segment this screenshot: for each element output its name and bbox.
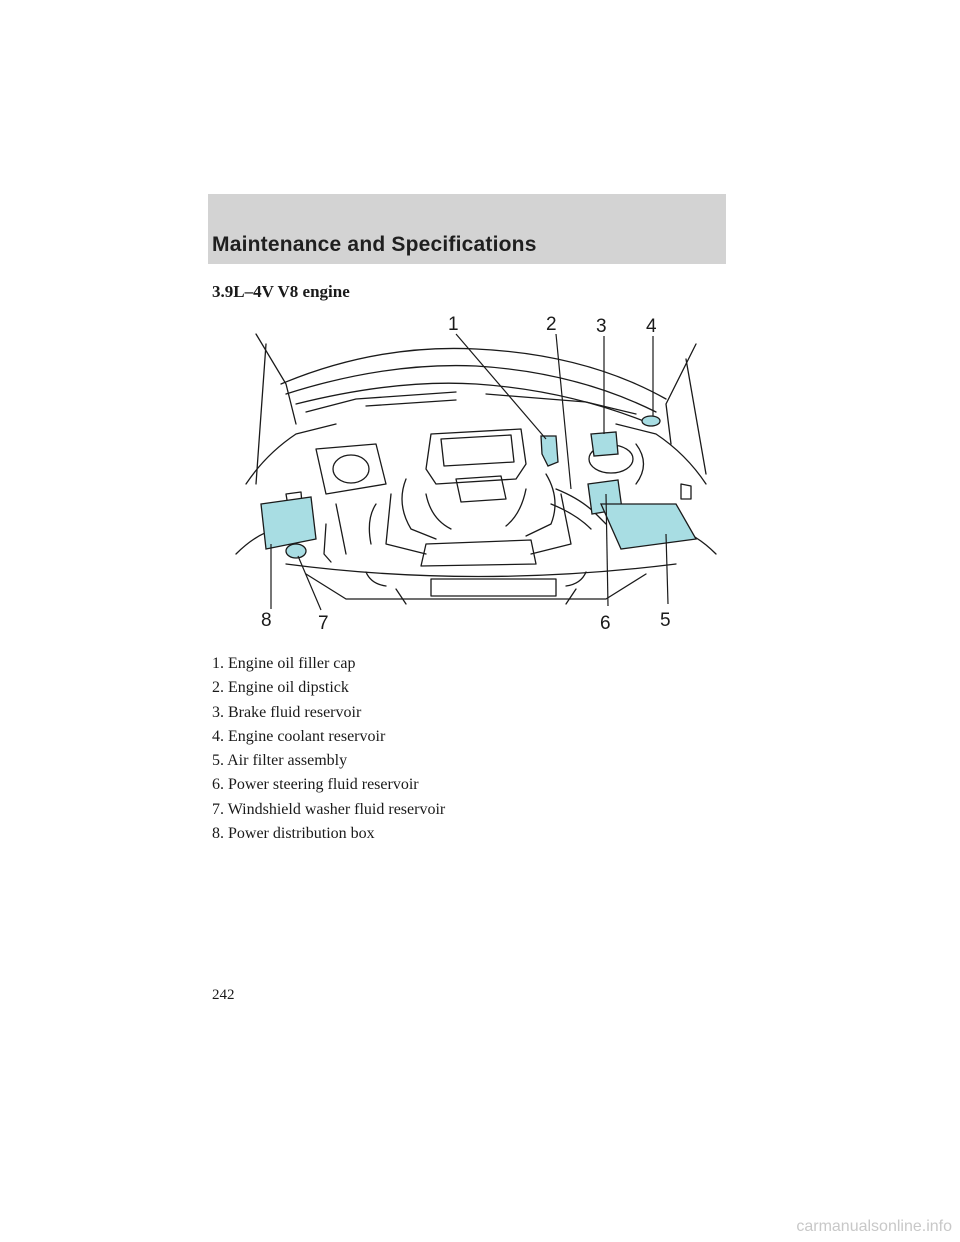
engine-compartment-diagram xyxy=(226,304,726,640)
callout-8: 8 xyxy=(261,610,272,631)
subsection-title: 3.9L–4V V8 engine xyxy=(212,282,350,301)
callout-5: 5 xyxy=(660,610,671,631)
legend-item: 3. Brake fluid reservoir xyxy=(212,703,362,721)
component-legend xyxy=(212,652,445,846)
oil-filler-cap-shape xyxy=(541,436,558,466)
washer-fluid-cap-shape xyxy=(286,544,306,558)
air-filter-assembly-shape xyxy=(601,504,696,549)
legend-item: 7. Windshield washer fluid reservoir xyxy=(212,800,446,818)
callout-6: 6 xyxy=(600,613,611,634)
legend-item: 8. Power distribution box xyxy=(212,825,375,843)
coolant-reservoir-cap-shape xyxy=(642,416,660,426)
legend-item: 4. Engine coolant reservoir xyxy=(212,727,386,745)
callout-7: 7 xyxy=(318,613,329,634)
callout-4: 4 xyxy=(646,316,657,337)
power-distribution-box-shape xyxy=(261,497,316,549)
section-title: Maintenance and Specifications xyxy=(212,233,537,256)
legend-item: 1. Engine oil filler cap xyxy=(212,655,356,672)
callout-3: 3 xyxy=(596,316,607,337)
site-watermark[interactable]: carmanualsonline.info xyxy=(796,1218,952,1235)
engine-linework xyxy=(236,334,716,604)
callout-1: 1 xyxy=(448,314,459,335)
brake-fluid-reservoir-shape xyxy=(591,432,618,456)
page-number: 242 xyxy=(212,987,235,1003)
callout-2: 2 xyxy=(546,314,557,335)
legend-item: 6. Power steering fluid reservoir xyxy=(212,776,419,794)
engine-diagram-svg xyxy=(226,304,726,640)
callout-numbers xyxy=(261,314,671,634)
legend-item: 2. Engine oil dipstick xyxy=(212,679,349,697)
legend-item: 5. Air filter assembly xyxy=(212,752,348,770)
